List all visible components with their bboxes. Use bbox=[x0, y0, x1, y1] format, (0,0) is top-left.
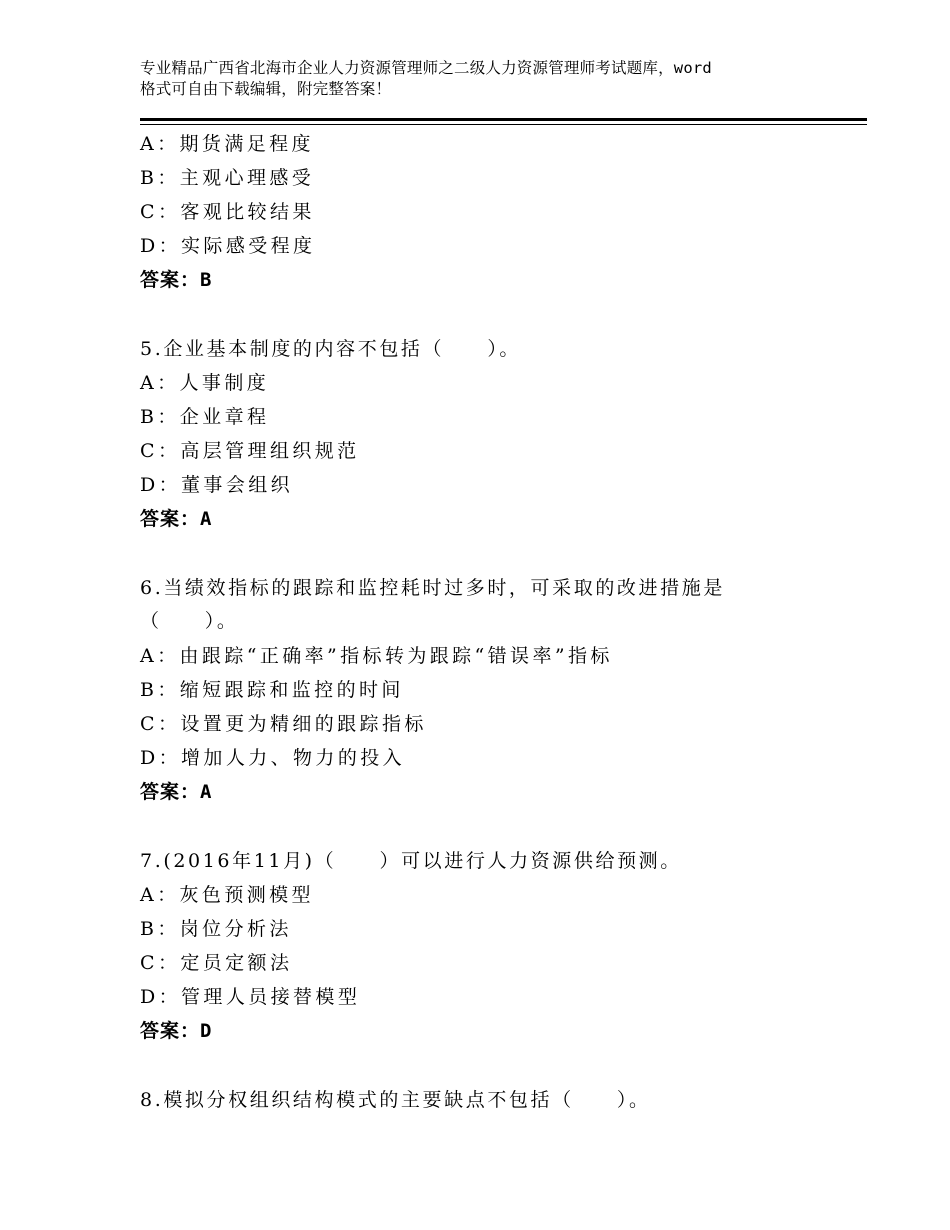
option-d: D：增加人力、物力的投入 bbox=[140, 747, 406, 769]
question-text: 7.(2016年11月)（ ）可以进行人力资源供给预测。 bbox=[140, 850, 682, 872]
answer-label: 答案： bbox=[140, 781, 201, 803]
option-a: A：人事制度 bbox=[140, 372, 270, 394]
option-b: B：缩短跟踪和监控的时间 bbox=[140, 679, 404, 701]
answer-label: 答案： bbox=[140, 1020, 201, 1042]
option-c: C：定员定额法 bbox=[140, 952, 293, 974]
answer-label: 答案： bbox=[140, 508, 201, 530]
question-text: 6.当绩效指标的跟踪和监控耗时过多时，可采取的改进措施是 bbox=[140, 577, 725, 599]
header-title bbox=[140, 58, 830, 100]
answer-label: 答案： bbox=[140, 269, 201, 291]
header-title-line-2: 格式可自由下载编辑，附完整答案！ bbox=[140, 80, 392, 98]
option-b: B：企业章程 bbox=[140, 406, 270, 428]
option-c: C：客观比较结果 bbox=[140, 201, 315, 223]
answer-line bbox=[140, 780, 211, 804]
option-d: D：管理人员接替模型 bbox=[140, 986, 361, 1008]
option-a: A：由跟踪“正确率”指标转为跟踪“错误率”指标 bbox=[140, 645, 613, 667]
header-title-line-1: 专业精品广西省北海市企业人力资源管理师之二级人力资源管理师考试题库，word bbox=[140, 59, 712, 77]
header-rule-thick bbox=[140, 118, 867, 121]
option-c: C：设置更为精细的跟踪指标 bbox=[140, 713, 427, 735]
answer-line bbox=[140, 268, 211, 292]
question-text-continued: （ ）。 bbox=[140, 610, 239, 632]
option-b: B：主观心理感受 bbox=[140, 167, 315, 189]
option-a: A：期货满足程度 bbox=[140, 133, 314, 155]
answer-value: A bbox=[200, 508, 212, 530]
option-c: C：高层管理组织规范 bbox=[140, 440, 360, 462]
option-d: D：实际感受程度 bbox=[140, 235, 316, 257]
option-d: D：董事会组织 bbox=[140, 474, 294, 496]
answer-line bbox=[140, 507, 211, 531]
answer-value: A bbox=[200, 781, 212, 803]
answer-value: B bbox=[200, 269, 212, 291]
question-text: 8.模拟分权组织结构模式的主要缺点不包括（ ）。 bbox=[140, 1089, 651, 1111]
option-b: B：岗位分析法 bbox=[140, 918, 292, 940]
question-text: 5.企业基本制度的内容不包括（ ）。 bbox=[140, 338, 522, 360]
answer-value: D bbox=[200, 1020, 212, 1042]
option-a: A：灰色预测模型 bbox=[140, 884, 314, 906]
header-rule-thin bbox=[140, 124, 867, 125]
answer-line bbox=[140, 1019, 211, 1043]
